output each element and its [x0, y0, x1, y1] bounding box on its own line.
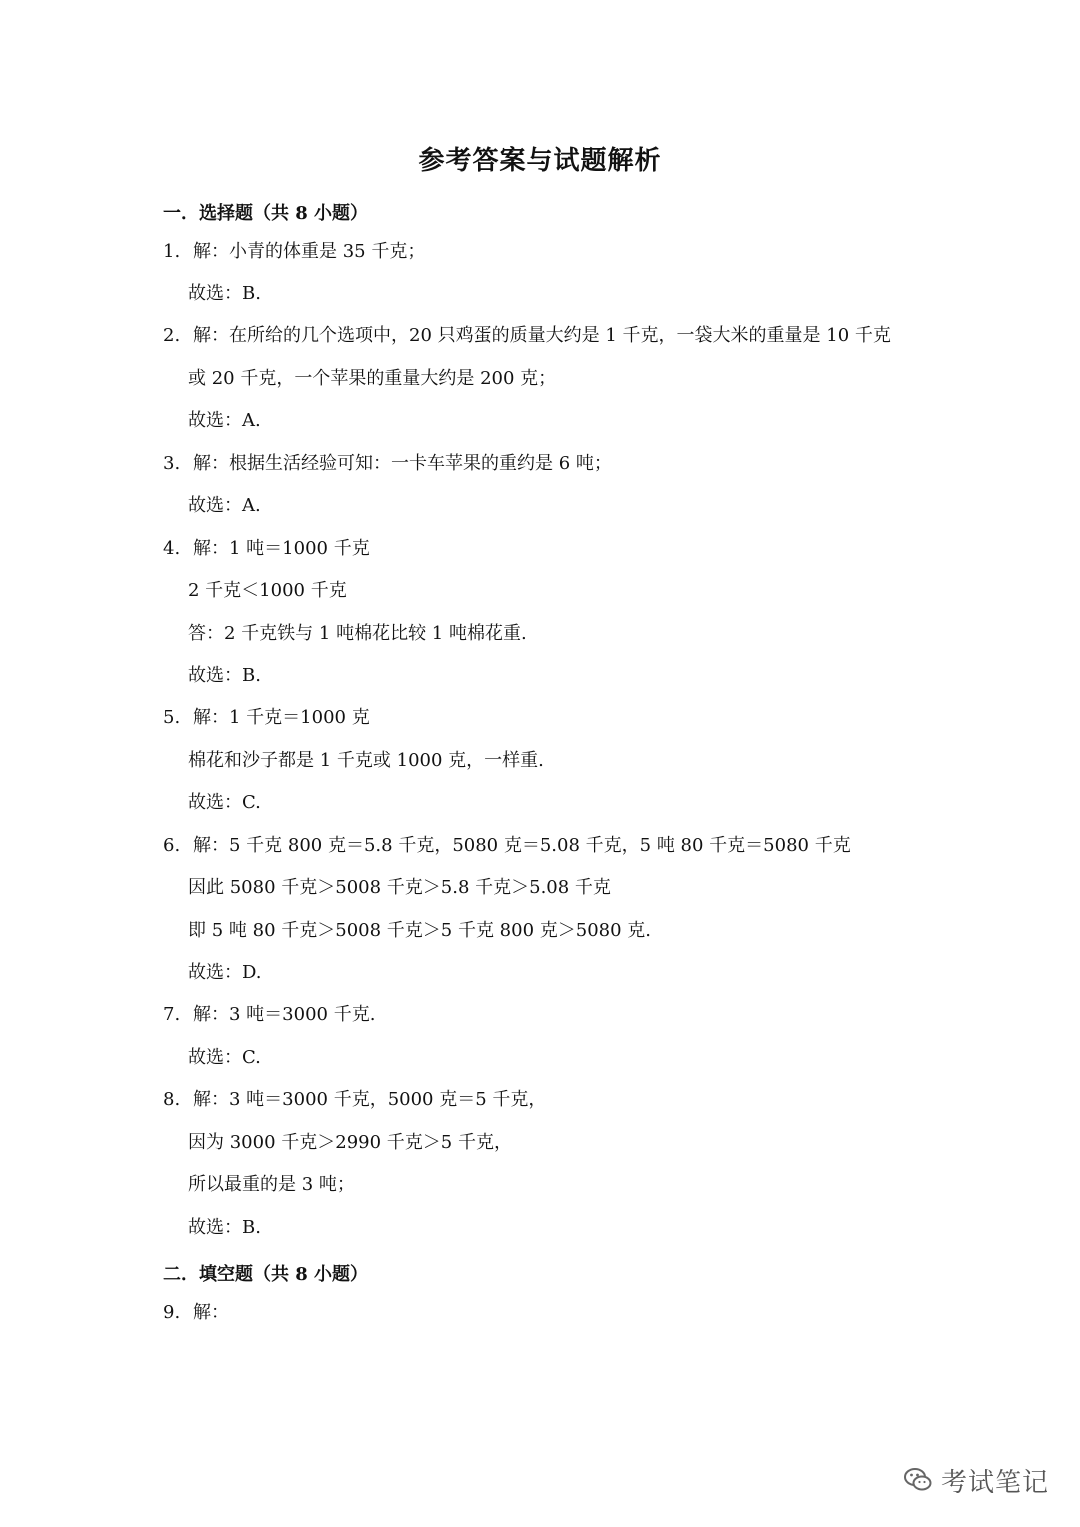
- page-title: 参考答案与试题解析: [418, 146, 662, 176]
- answer-4-line-3: 答：2 千克铁与 1 吨棉花比较 1 吨棉花重.: [188, 623, 527, 644]
- answer-text: 解：5 千克 800 克＝5.8 千克，5080 克＝5.08 千克，5 吨 80 千克＝5080 千克: [193, 835, 851, 856]
- answer-5-line-2: 棉花和沙子都是 1 千克或 1000 克，一样重.: [188, 750, 544, 771]
- answer-4-line-1: [163, 540, 370, 558]
- answer-number: 7.: [163, 1004, 181, 1025]
- section-heading-choice: 一．选择题（共 8 小题）: [163, 203, 369, 224]
- answer-7-line-2: 故选：C.: [188, 1047, 261, 1068]
- answer-5-line-1: [163, 709, 370, 727]
- answer-number: 1.: [163, 241, 181, 262]
- answer-9-line-1: [163, 1304, 229, 1322]
- answer-3-line-1: [163, 455, 612, 473]
- answer-text: 解：1 千克＝1000 克: [193, 707, 370, 728]
- answer-5-line-3: 故选：C.: [188, 792, 261, 813]
- answer-number: 8.: [163, 1089, 181, 1110]
- answer-7-line-1: [163, 1006, 375, 1024]
- answer-number: 2.: [163, 325, 181, 346]
- answer-1-line-2: 故选：B.: [188, 283, 261, 304]
- answer-6-line-4: 故选：D.: [188, 962, 262, 983]
- answer-text: 解：: [193, 1302, 229, 1323]
- answer-4-line-2: 2 千克＜1000 千克: [188, 580, 347, 601]
- answer-text: 解：1 吨＝1000 千克: [193, 538, 370, 559]
- answer-number: 9.: [163, 1302, 181, 1323]
- answer-6-line-2: 因此 5080 千克＞5008 千克＞5.8 千克＞5.08 千克: [188, 877, 611, 898]
- wechat-icon: [903, 1465, 933, 1495]
- watermark: [903, 1460, 1049, 1500]
- answer-8-line-4: 故选：B.: [188, 1217, 261, 1238]
- answer-6-line-1: [163, 837, 851, 855]
- answer-3-line-2: 故选：A.: [188, 495, 261, 516]
- answer-2-line-2: 或 20 千克，一个苹果的重量大约是 200 克；: [188, 368, 557, 389]
- answer-number: 4.: [163, 538, 181, 559]
- answer-text: 解：3 吨＝3000 千克.: [193, 1004, 376, 1025]
- answer-number: 5.: [163, 707, 181, 728]
- watermark-text: 考试笔记: [941, 1467, 1050, 1498]
- answer-2-line-1: [163, 327, 891, 345]
- answer-text: 解：在所给的几个选项中，20 只鸡蛋的质量大约是 1 千克，一袋大米的重量是 10 千克: [193, 325, 891, 346]
- answer-number: 6.: [163, 835, 181, 856]
- answer-8-line-3: 所以最重的是 3 吨；: [188, 1174, 355, 1195]
- answer-8-line-2: 因为 3000 千克＞2990 千克＞5 千克，: [188, 1132, 512, 1153]
- answer-8-line-1: [163, 1091, 546, 1109]
- answer-text: 解：3 吨＝3000 千克，5000 克＝5 千克，: [193, 1089, 547, 1110]
- answer-6-line-3: 即 5 吨 80 千克＞5008 千克＞5 千克 800 克＞5080 克.: [188, 920, 651, 941]
- answer-text: 解：小青的体重是 35 千克；: [193, 241, 426, 262]
- section-heading-fill-blank: 二．填空题（共 8 小题）: [163, 1264, 369, 1285]
- answer-1-line-1: [163, 243, 425, 261]
- answer-text: 解：根据生活经验可知：一卡车苹果的重约是 6 吨；: [193, 453, 612, 474]
- answer-number: 3.: [163, 453, 181, 474]
- answer-2-line-3: 故选：A.: [188, 410, 261, 431]
- answer-4-line-4: 故选：B.: [188, 665, 261, 686]
